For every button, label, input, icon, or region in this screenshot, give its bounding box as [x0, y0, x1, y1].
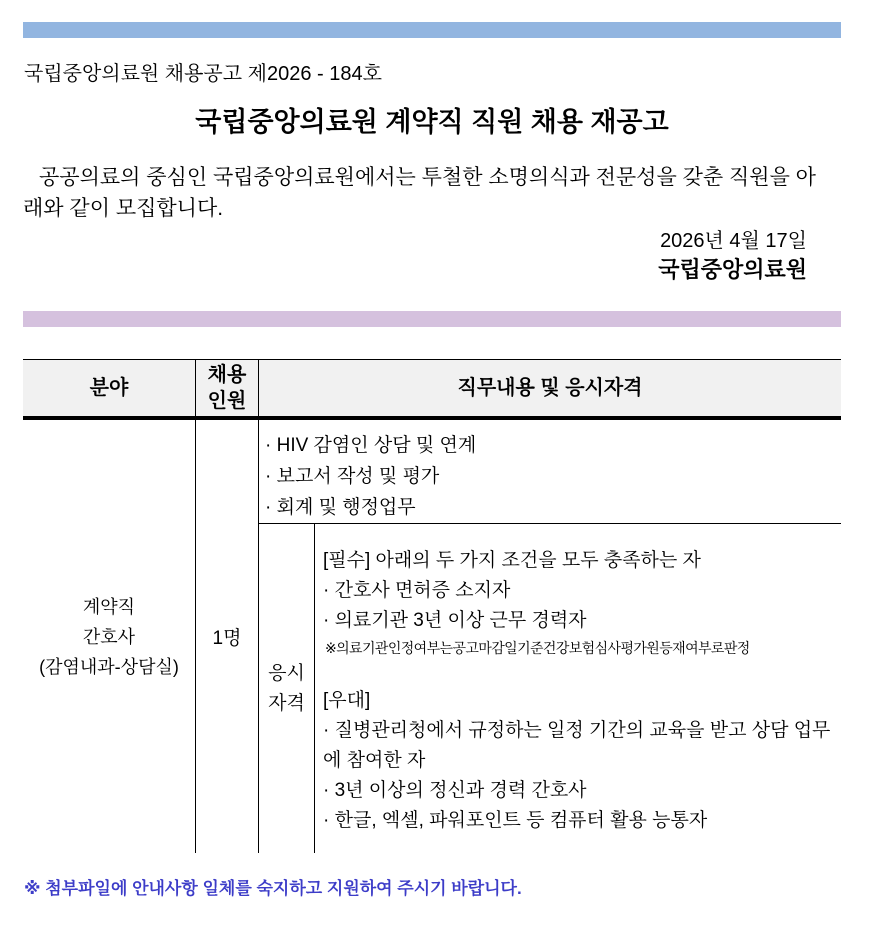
required-item: · 의료기관 3년 이상 근무 경력자: [323, 610, 587, 631]
details-cell: [259, 420, 841, 853]
required-item: · 간호사 면허증 소지자: [323, 580, 511, 601]
announcement-date: 2026년 4월 17일: [660, 230, 807, 252]
intro-paragraph: 공공의료의 중심인 국립중앙의료원에서는 투철한 소명의식과 전문성을 갖춘 직원을 아래와 같이 모집합니다.: [23, 166, 816, 220]
table-header-row: [23, 360, 841, 416]
signature-block: [23, 228, 807, 284]
preferred-item: · 한글, 엑셀, 파워포인트 등 컴퓨터 활용 능통자: [323, 810, 708, 831]
fine-print-note: ※의료기관인정여부는공고마감일기준건강보험심사평가원등재여부로판정: [325, 640, 750, 656]
col-header-details: 직무내용 및 응시자격: [457, 377, 643, 399]
table-row: [23, 420, 841, 853]
preferred-title: [우대]: [323, 690, 371, 711]
footer-note: ※ 첨부파일에 안내사항 일체를 숙지하고 지원하여 주시기 바랍니다.: [24, 879, 522, 898]
section-divider-bar: [23, 311, 841, 327]
organization-name: 국립중앙의료원: [658, 257, 807, 282]
duty-item: · 보고서 작성 및 평가: [265, 466, 440, 487]
col-header-field: 분야: [23, 360, 196, 416]
field-cell: [23, 420, 196, 853]
duties-cell: [259, 420, 841, 524]
duty-item: · HIV 감염인 상담 및 연계: [265, 435, 477, 456]
page-title: 국립중앙의료원 계약직 직원 채용 재공고: [195, 107, 669, 137]
preferred-item: · 3년 이상의 정신과 경력 간호사: [323, 780, 587, 801]
col-header-openings: 채용 인원: [196, 360, 259, 416]
notice-number: 국립중앙의료원 채용공고 제2026 - 184호: [24, 63, 382, 85]
duty-item: · 회계 및 행정업무: [265, 497, 416, 518]
top-accent-bar: [23, 22, 841, 38]
qualification-label-cell: 응시 자격: [259, 524, 315, 853]
required-section: [323, 546, 837, 660]
preferred-section: [323, 686, 837, 836]
field-line: (감염내과-상담실): [39, 656, 179, 677]
openings-cell: 1명: [196, 420, 259, 853]
qualification-content-cell: [315, 524, 841, 853]
field-line: 간호사: [82, 626, 136, 647]
preferred-item: · 질병관리청에서 규정하는 일정 기간의 교육을 받고 상담 업무에 참여한 자: [323, 720, 831, 771]
qualification-row: [259, 524, 841, 853]
recruitment-table: [23, 359, 841, 853]
field-line: 계약직: [82, 596, 136, 617]
required-title: [필수] 아래의 두 가지 조건을 모두 충족하는 자: [323, 550, 701, 571]
